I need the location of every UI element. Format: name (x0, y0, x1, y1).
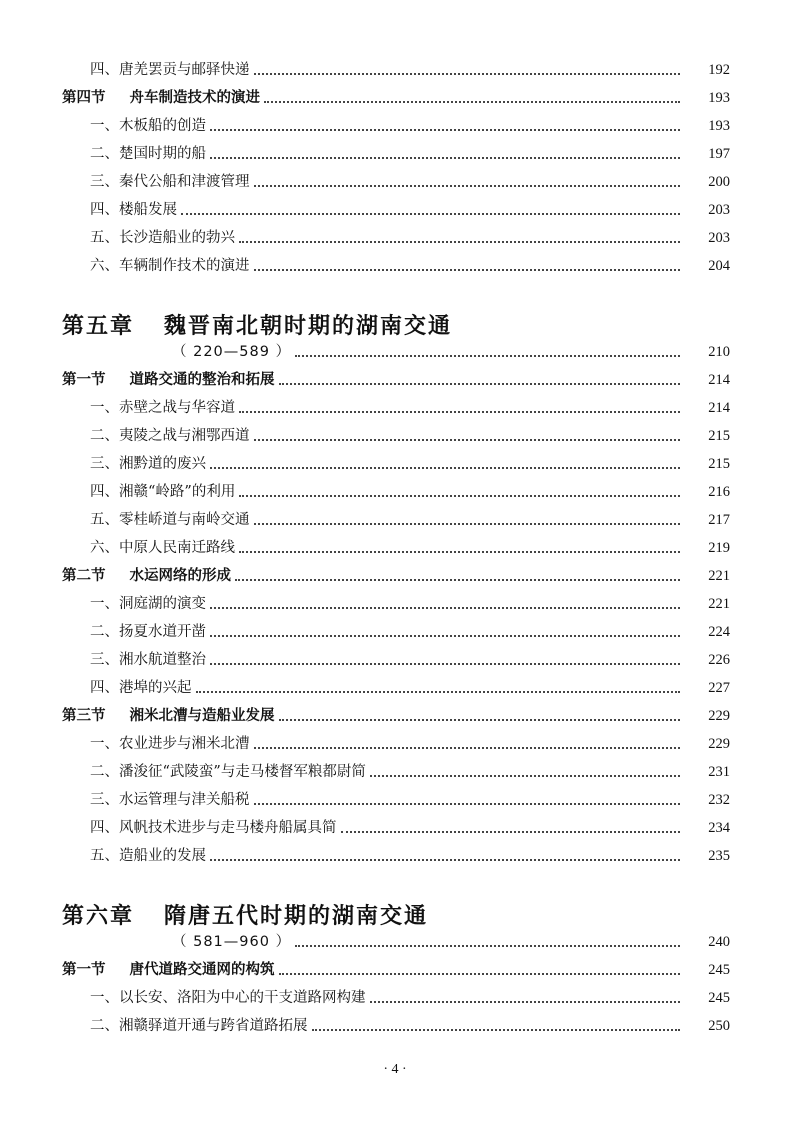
dot-leader (235, 579, 680, 581)
dot-leader (279, 383, 681, 385)
dot-leader (254, 523, 681, 525)
dot-leader (295, 355, 680, 357)
item-title: 三、水运管理与津关船税 (90, 792, 250, 808)
toc-section-row (62, 86, 730, 108)
page-ref: 245 (708, 990, 730, 1006)
dot-leader (239, 495, 680, 497)
chapter-title: 隋唐五代时期的湖南交通 (164, 903, 429, 929)
item-title: 三、湘水航道整治 (90, 652, 206, 668)
toc-item-row (90, 198, 730, 220)
item-title: 四、湘赣“岭路”的利用 (90, 484, 236, 500)
page-ref: 221 (708, 596, 730, 612)
toc-item-row (90, 1014, 730, 1036)
dot-leader (264, 101, 680, 103)
item-title: 五、长沙造船业的勃兴 (90, 230, 235, 246)
dot-leader (254, 439, 681, 441)
page-ref: 203 (708, 202, 730, 218)
toc-item-row (90, 170, 730, 192)
toc-item-row (90, 536, 730, 558)
page-ref: 224 (708, 624, 730, 640)
page-ref: 192 (708, 62, 730, 78)
toc-item-row (90, 142, 730, 164)
item-title: 四、港埠的兴起 (90, 680, 192, 696)
item-title: 二、湘赣驿道开通与跨省道路拓展 (90, 1018, 308, 1034)
toc-item-row (90, 396, 730, 418)
page-ref: 214 (708, 400, 730, 416)
chapter-period: （ 581—960 ） (172, 934, 292, 950)
dot-leader (210, 157, 680, 159)
chapter-title: 魏晋南北朝时期的湖南交通 (164, 313, 453, 339)
dot-leader (312, 1029, 681, 1031)
page-number: · 4 · (383, 1062, 407, 1077)
item-title: 三、湘黔道的废兴 (90, 456, 206, 472)
dot-leader (196, 691, 681, 693)
section-number: 第一节 (62, 372, 106, 388)
chapter-period-row (172, 930, 730, 952)
toc-item-row (90, 732, 730, 754)
page-ref: 217 (708, 512, 730, 528)
section-number: 第二节 (62, 568, 106, 584)
item-title: 五、造船业的发展 (90, 848, 206, 864)
dot-leader (254, 73, 681, 75)
item-title: 二、扬夏水道开凿 (90, 624, 206, 640)
item-title: 六、中原人民南迁路线 (90, 540, 235, 556)
page-ref: 240 (708, 934, 730, 950)
chapter-heading (62, 310, 452, 340)
dot-leader (254, 269, 681, 271)
toc-item-row (90, 424, 730, 446)
toc-item-row (90, 254, 730, 276)
page-ref: 245 (708, 962, 730, 978)
toc-item-row (90, 592, 730, 614)
toc-item-row (90, 620, 730, 642)
dot-leader (210, 663, 680, 665)
page-ref: 229 (708, 708, 730, 724)
item-title: 二、夷陵之战与湘鄂西道 (90, 428, 250, 444)
dot-leader (279, 973, 681, 975)
page-ref: 203 (708, 230, 730, 246)
item-title: 一、农业进步与湘米北漕 (90, 736, 250, 752)
page-ref: 193 (708, 90, 730, 106)
toc-item-row (90, 788, 730, 810)
toc-item-row (90, 480, 730, 502)
toc-section-row (62, 704, 730, 726)
dot-leader (210, 607, 680, 609)
item-title: 二、楚国时期的船 (90, 146, 206, 162)
item-title: 三、秦代公船和津渡管理 (90, 174, 250, 190)
dot-leader (210, 859, 680, 861)
chapter-number: 第六章 (62, 903, 135, 929)
toc-section-row (62, 368, 730, 390)
section-title: 道路交通的整治和拓展 (129, 372, 275, 388)
chapter-period: （ 220—589 ） (172, 344, 292, 360)
page-ref: 235 (708, 848, 730, 864)
page-ref: 219 (708, 540, 730, 556)
dot-leader (239, 411, 680, 413)
page-ref: 232 (708, 792, 730, 808)
section-number: 第四节 (62, 90, 106, 106)
toc-item-row (90, 648, 730, 670)
dot-leader (295, 945, 680, 947)
dot-leader (254, 747, 681, 749)
section-title: 唐代道路交通网的构筑 (129, 962, 275, 978)
page-ref: 214 (708, 372, 730, 388)
page-ref: 226 (708, 652, 730, 668)
dot-leader (210, 635, 680, 637)
item-title: 四、唐羌罢贡与邮驿快递 (90, 62, 250, 78)
page-ref: 231 (708, 764, 730, 780)
section-title: 水运网络的形成 (129, 568, 231, 584)
page-ref: 200 (708, 174, 730, 190)
item-title: 一、以长安、洛阳为中心的干支道路网构建 (90, 990, 366, 1006)
item-title: 一、木板船的创造 (90, 118, 206, 134)
toc-item-row (90, 986, 730, 1008)
toc-item-row (90, 452, 730, 474)
section-number: 第三节 (62, 708, 106, 724)
dot-leader (254, 185, 681, 187)
dot-leader (370, 775, 680, 777)
page-ref: 215 (708, 456, 730, 472)
section-title: 湘米北漕与造船业发展 (129, 708, 275, 724)
page-ref: 229 (708, 736, 730, 752)
page-ref: 215 (708, 428, 730, 444)
page-ref: 250 (708, 1018, 730, 1034)
toc-item-row (90, 676, 730, 698)
chapter-heading (62, 900, 428, 930)
page-ref: 197 (708, 146, 730, 162)
dot-leader (279, 719, 681, 721)
page-ref: 221 (708, 568, 730, 584)
section-title: 舟车制造技术的演进 (129, 90, 260, 106)
dot-leader (370, 1001, 681, 1003)
item-title: 二、潘浚征“武陵蛮”与走马楼督军粮都尉简 (90, 764, 366, 780)
dot-leader (239, 551, 680, 553)
toc-item-row (90, 58, 730, 80)
section-number: 第一节 (62, 962, 106, 978)
toc-item-row (90, 760, 730, 782)
item-title: 一、赤壁之战与华容道 (90, 400, 235, 416)
toc-item-row (90, 844, 730, 866)
page-ref: 216 (708, 484, 730, 500)
toc-item-row (90, 226, 730, 248)
dot-leader (341, 831, 681, 833)
page-ref: 204 (708, 258, 730, 274)
dot-leader (239, 241, 680, 243)
item-title: 六、车辆制作技术的演进 (90, 258, 250, 274)
dot-leader (254, 803, 681, 805)
chapter-period-row (172, 340, 730, 362)
toc-section-row (62, 564, 730, 586)
page-ref: 210 (708, 344, 730, 360)
item-title: 五、零桂峤道与南岭交通 (90, 512, 250, 528)
page-ref: 227 (708, 680, 730, 696)
page-ref: 193 (708, 118, 730, 134)
item-title: 四、楼船发展 (90, 202, 177, 218)
toc-item-row (90, 508, 730, 530)
chapter-number: 第五章 (62, 313, 135, 339)
item-title: 四、风帆技术进步与走马楼舟船属具简 (90, 820, 337, 836)
item-title: 一、洞庭湖的演变 (90, 596, 206, 612)
toc-section-row (62, 958, 730, 980)
dot-leader (181, 213, 680, 215)
dot-leader (210, 129, 680, 131)
toc-item-row (90, 816, 730, 838)
page-ref: 234 (708, 820, 730, 836)
toc-item-row (90, 114, 730, 136)
dot-leader (210, 467, 680, 469)
